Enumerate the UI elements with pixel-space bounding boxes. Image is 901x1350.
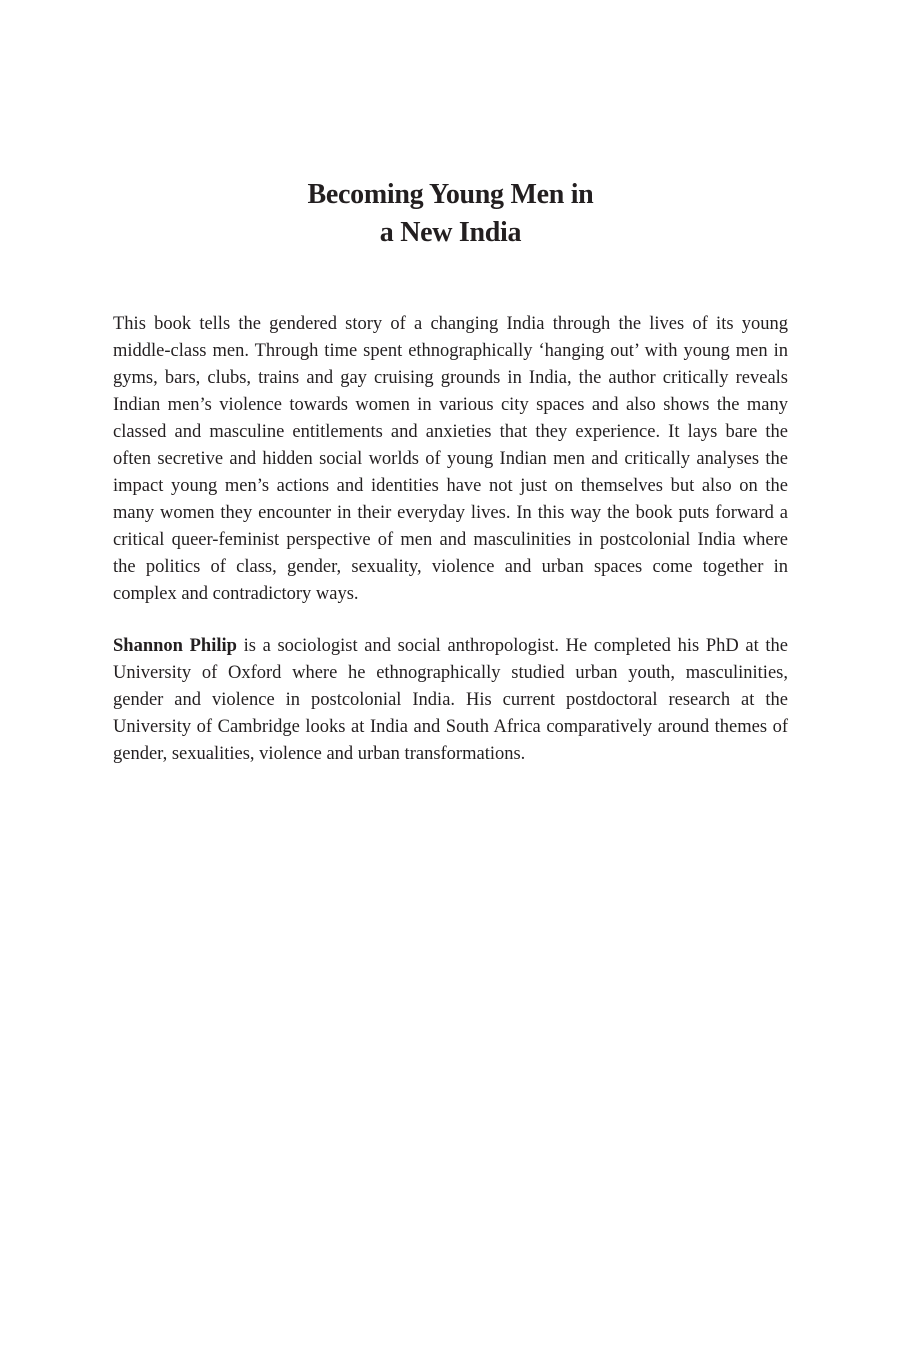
book-title-line-2: a New India (379, 217, 522, 248)
book-blurb: This book tells the gendered story of a changing India through the lives of its young middle-class men. Through time spent ethnographically ‘hanging out’ with young men in gyms, bars, clubs, trains and gay cruising grounds in India, the author critically reveals Indian men’s violence towards women in various city spaces and also shows the many classed and masculine entitlements and anxieties that they experience. It lays bare the often secretive and hidden social worlds of young Indian men and critically analyses the impact young men’s actions and identities have not just on themselves but also on the many women they encounter in their everyday lives. In this way the book puts forward a critical queer-feminist perspective of men and masculinities in postcolonial India where the politics of class, gender, sexuality, violence and urban spaces come together in complex and contradictory ways. (113, 314, 788, 604)
author-bio-text: is a sociologist and social anthropologist. He completed his PhD at the University of Oxford where he ethnographically studied urban youth, masculinities, gender and violence in postcolonial India. His current postdoctoral research at the University of Cambridge looks at India and South Africa comparatively around themes of gender, sexualities, violence and urban transformations. (113, 636, 788, 764)
book-title (0, 176, 901, 252)
author-name: Shannon Philip (113, 636, 237, 656)
book-title-line-1: Becoming Young Men in (307, 179, 594, 210)
author-bio (113, 633, 788, 768)
